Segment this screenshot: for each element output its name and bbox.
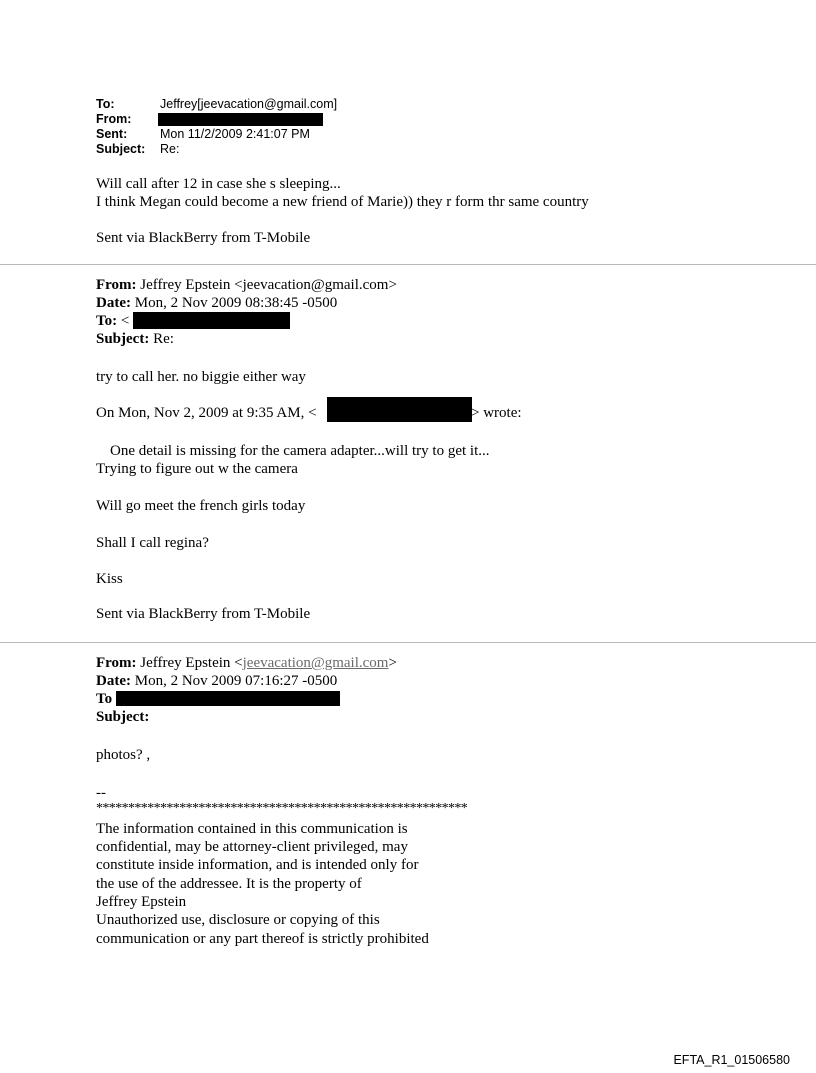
msg3-to-label: To — [96, 691, 113, 707]
msg3-from-name: Jeffrey Epstein < — [140, 655, 243, 671]
msg2-quote-intro-suffix: > wrote: — [471, 405, 522, 421]
disclaimer-line: Jeffrey Epstein — [96, 894, 187, 910]
separator-rule — [0, 264, 816, 265]
msg2-quoted-line: Kiss — [96, 571, 123, 587]
msg1-from-redaction — [158, 113, 323, 126]
msg3-to-row — [96, 690, 112, 708]
msg1-sent-label: Sent: — [96, 127, 128, 141]
msg2-body: try to call her. no biggie either way — [96, 369, 306, 385]
msg2-from-row — [96, 276, 397, 294]
msg1-subject-label: Subject: — [96, 142, 146, 156]
msg2-to-row — [96, 312, 129, 330]
msg2-quote-redaction — [327, 397, 472, 422]
msg2-date-value: Mon, 2 Nov 2009 08:38:45 -0500 — [134, 295, 338, 311]
msg1-body-line: I think Megan could become a new friend of Marie)) they r form thr same country — [96, 194, 589, 210]
msg2-to-redaction — [133, 312, 290, 329]
msg3-subject-label: Subject: — [96, 709, 150, 725]
msg2-subject-value: Re: — [153, 331, 174, 347]
msg3-to-redaction — [116, 691, 340, 706]
bates-number: EFTA_R1_01506580 — [673, 1053, 790, 1067]
msg2-subject-label: Subject: — [96, 331, 150, 347]
msg2-to-label: To: — [96, 313, 118, 329]
msg3-from-row — [96, 654, 397, 672]
msg2-quoted-line: Will go meet the french girls today — [96, 498, 306, 514]
msg1-sent-value: Mon 11/2/2009 2:41:07 PM — [160, 127, 310, 141]
msg1-signature: Sent via BlackBerry from T-Mobile — [96, 230, 311, 246]
disclaimer-line: Unauthorized use, disclosure or copying of this — [96, 912, 380, 928]
msg2-date-label: Date: — [96, 295, 131, 311]
msg1-subject-row — [96, 142, 179, 156]
msg2-date-row — [96, 294, 337, 312]
msg2-quoted-line: Sent via BlackBerry from T-Mobile — [96, 606, 311, 622]
msg2-subject-row — [96, 330, 174, 348]
msg1-sent-row — [96, 127, 310, 141]
msg1-from-label: From: — [96, 112, 132, 126]
msg3-date-row — [96, 672, 337, 690]
msg3-subject-row — [96, 708, 149, 726]
msg3-from-email-link[interactable]: jeevacation@gmail.com — [242, 655, 389, 671]
disclaimer-line: The information contained in this communication is — [96, 821, 408, 837]
msg1-to-row — [96, 97, 337, 111]
disclaimer-line: constitute inside information, and is intended only for — [96, 857, 419, 873]
msg3-sig-dashes: -- — [96, 785, 106, 801]
msg3-date-label: Date: — [96, 673, 131, 689]
msg3-from-close: > — [388, 655, 397, 671]
msg2-quote-intro-prefix: On Mon, Nov 2, 2009 at 9:35 AM, < — [96, 405, 317, 421]
msg1-to-value: Jeffrey[jeevacation@gmail.com] — [160, 97, 338, 111]
msg3-body: photos? , — [96, 747, 151, 763]
msg1-body-line: Will call after 12 in case she s sleeping... — [96, 176, 341, 192]
msg3-date-value: Mon, 2 Nov 2009 07:16:27 -0500 — [134, 673, 338, 689]
disclaimer-line: confidential, may be attorney-client privileged, may — [96, 839, 408, 855]
msg2-from-value: Jeffrey Epstein <jeevacation@gmail.com> — [140, 277, 397, 293]
msg1-subject-value: Re: — [160, 142, 180, 156]
msg3-from-label: From: — [96, 655, 137, 671]
msg3-sig-stars: ********************************************************** — [96, 801, 468, 816]
msg2-to-value: < — [120, 313, 130, 329]
disclaimer-line: the use of the addressee. It is the property of — [96, 876, 362, 892]
separator-rule — [0, 642, 816, 643]
msg2-from-label: From: — [96, 277, 137, 293]
msg2-quoted-line: Shall I call regina? — [96, 535, 209, 551]
msg2-quoted-line: One detail is missing for the camera adapter...will try to get it... — [110, 443, 490, 459]
msg1-from-row — [96, 112, 160, 126]
disclaimer-line: communication or any part thereof is strictly prohibited — [96, 931, 429, 947]
msg2-quoted-line: Trying to figure out w the camera — [96, 461, 298, 477]
msg1-to-label: To: — [96, 97, 115, 111]
